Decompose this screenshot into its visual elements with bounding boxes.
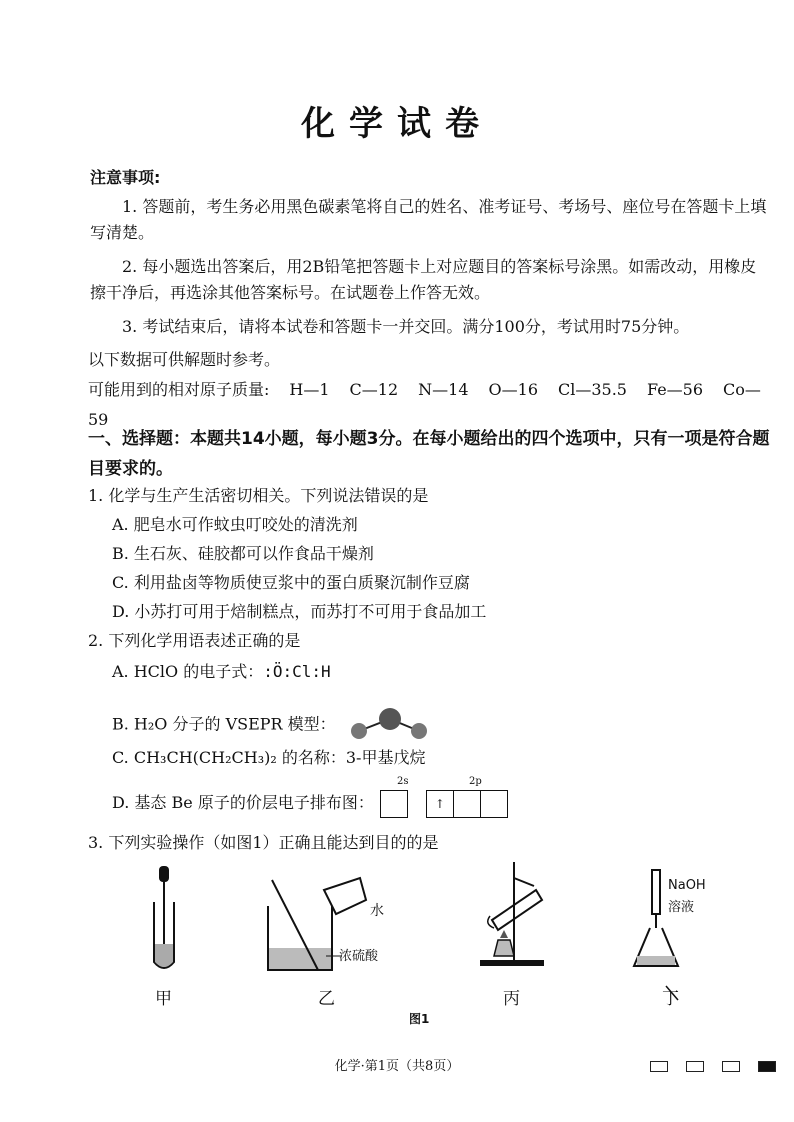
mass-item: Fe—56 [646,380,704,399]
option-a-text: A. HClO 的电子式： [112,662,264,681]
option-d-text: D. 基态 Be 原子的价层电子排布图： [112,793,374,812]
page-title: 化学试卷 [301,104,493,144]
orbital-2p-box [480,790,508,818]
section-heading: 一、选择题：本题共14小题，每小题3分。在每小题给出的四个选项中，只有一项是符合题目要求的。 [88,429,770,479]
option-b-text: B. H₂O 分子的 VSEPR 模型： [112,714,336,734]
solution-label: 溶液 [668,900,695,915]
orbital-2p-boxes [426,789,508,818]
acid-label: 浓硫酸 [339,949,379,964]
notice-item: 3. 考试结束后，请将本试卷和答题卡一并交回。满分100分，考试用时75分钟。 [122,317,690,336]
mass-item: C—12 [349,380,399,399]
mass-item: O—16 [488,380,538,399]
atomic-masses-label: 可能用到的相对原子质量: [88,380,270,399]
apparatus-bing-icon [470,858,550,976]
orbital-2p-box [453,790,480,818]
figure-label-ding: 丁 [662,989,679,1009]
mass-item: H—1 [289,380,330,399]
question-2-option-b [112,705,772,745]
orbital-2p-label: 2p [469,776,482,787]
question-1-stem: 1. 化学与生产生活密切相关。下列说法错误的是 [88,486,429,505]
orbital-2s-box [380,790,408,818]
page-mark [650,1061,668,1072]
question-2-option-a [112,658,772,686]
electron-formula: :Ö:Cl:H [263,662,331,681]
page-mark-filled [758,1061,776,1072]
orbital-2s-label: 2s [397,776,409,787]
notice-section [90,165,770,348]
notice-item: 2. 每小题选出答案后，用2B铅笔把答题卡上对应题目的答案标号涂黑。如需改动，用橡皮擦干净后，再选涂其他答案标号。在试题卷上作答无效。 [90,257,757,302]
figure-label-bing: 丙 [503,989,520,1009]
vsepr-model-icon [345,705,435,745]
question-2-option-d [112,789,772,818]
apparatus-yi-icon [262,870,372,990]
notice-heading: 注意事项: [90,168,161,187]
page-mark [686,1061,704,1072]
mass-item: Co—59 [88,380,761,429]
mass-item: N—14 [418,380,469,399]
question-1-option-b: B. 生石灰、硅胶都可以作食品干燥剂 [112,544,374,563]
mass-item: Cl—35.5 [558,380,627,399]
orbital-2p-box: ↑ [426,790,453,818]
figure-caption: 图1 [409,1012,430,1026]
question-2-stem: 2. 下列化学用语表述正确的是 [88,631,301,650]
apparatus-jia-icon [145,862,185,980]
question-1-option-c: C. 利用盐卤等物质使豆浆中的蛋白质聚沉制作豆腐 [112,573,470,592]
reference-intro: 以下数据可供解题时参考。 [88,350,281,369]
naoh-label: NaOH [668,878,706,893]
question-2-option-c: C. CH₃CH(CH₂CH₃)₂ 的名称：3-甲基戊烷 [112,748,426,767]
notice-item: 1. 答题前，考生务必用黑色碳素笔将自己的姓名、准考证号、考场号、座位号在答题卡上填写清楚。 [90,197,767,242]
reference-data [88,345,778,435]
question-1-option-a: A. 肥皂水可作蚊虫叮咬处的清洗剂 [112,515,358,534]
page-mark [722,1061,740,1072]
question-1-option-d: D. 小苏打可用于焙制糕点，而苏打不可用于食品加工 [112,602,487,621]
question-3-stem: 3. 下列实验操作（如图1）正确且能达到目的的是 [88,833,439,852]
water-label: 水 [370,903,384,919]
page-footer: 化学·第1页（共8页） [334,1059,460,1074]
figure-label-yi: 乙 [318,989,335,1009]
page-marks [650,1056,794,1075]
figure-label-jia: 甲 [155,989,172,1009]
